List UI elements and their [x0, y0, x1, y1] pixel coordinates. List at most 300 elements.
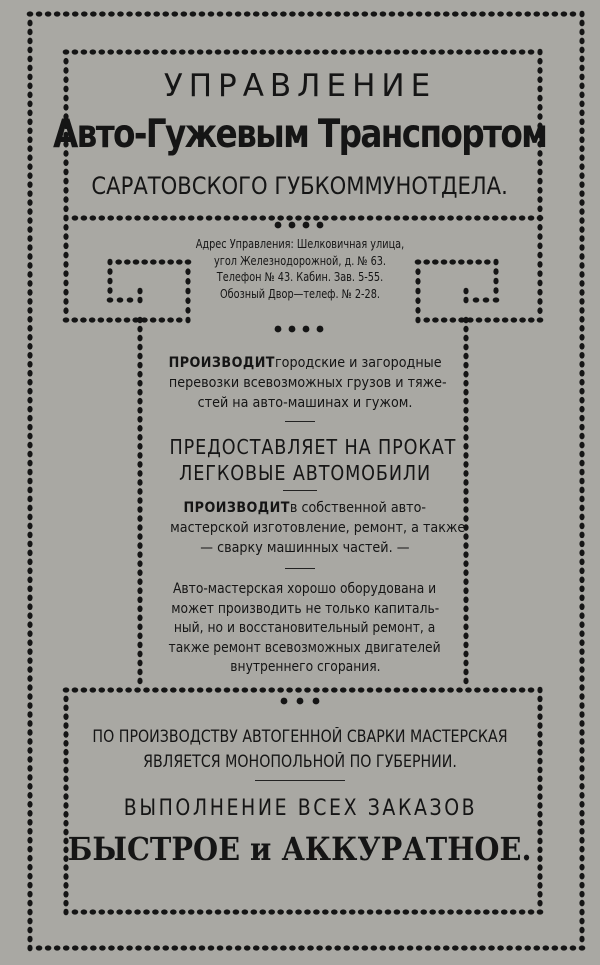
border-bead — [179, 909, 186, 914]
border-bead — [511, 317, 518, 322]
border-bead — [27, 900, 32, 907]
border-bead — [206, 215, 213, 220]
border-bead — [510, 215, 517, 220]
border-bead — [492, 909, 499, 914]
border-bead — [533, 945, 540, 950]
border-bead — [197, 687, 204, 692]
border-bead — [143, 909, 150, 914]
border-bead — [579, 532, 584, 539]
border-bead — [465, 687, 472, 692]
border-bead — [208, 11, 215, 16]
border-bead — [63, 776, 68, 783]
border-bead — [537, 882, 542, 889]
border-bead — [579, 163, 584, 170]
border-bead — [340, 687, 347, 692]
border-bead — [27, 442, 32, 449]
border-bead — [579, 415, 584, 422]
border-bead — [197, 215, 204, 220]
border-bead — [371, 11, 378, 16]
border-bead — [27, 11, 34, 16]
border-bead — [376, 909, 383, 914]
border-bead — [179, 215, 186, 220]
border-bead — [27, 406, 32, 413]
border-bead — [452, 945, 459, 950]
border-bead — [242, 215, 249, 220]
border-bead — [63, 882, 68, 889]
separator-line — [285, 568, 315, 569]
border-bead — [224, 687, 231, 692]
border-bead — [137, 624, 142, 631]
border-bead — [27, 47, 32, 54]
border-bead — [385, 909, 392, 914]
border-bead — [170, 909, 177, 914]
separator-dot — [303, 326, 310, 333]
border-bead — [81, 11, 88, 16]
border-bead — [89, 317, 96, 322]
border-bead — [27, 774, 32, 781]
border-bead — [416, 11, 423, 16]
border-bead — [63, 873, 68, 880]
border-bead — [474, 909, 481, 914]
border-bead — [340, 215, 347, 220]
border-bead — [579, 927, 584, 934]
border-bead — [108, 945, 115, 950]
border-bead — [27, 208, 32, 215]
border-bead — [63, 205, 68, 212]
border-bead — [349, 215, 356, 220]
border-bead — [63, 58, 68, 65]
border-bead — [463, 461, 468, 468]
text-line: ный, но и восстановительный ремонт, а — [174, 620, 436, 636]
border-bead — [81, 909, 88, 914]
border-bead — [188, 215, 195, 220]
border-bead — [434, 945, 441, 950]
border-bead — [125, 49, 132, 54]
border-bead — [215, 49, 222, 54]
border-bead — [90, 687, 97, 692]
border-bead — [463, 605, 468, 612]
border-bead — [143, 49, 150, 54]
border-bead — [277, 49, 284, 54]
border-bead — [463, 344, 468, 351]
border-bead — [307, 945, 314, 950]
border-bead — [27, 666, 32, 673]
border-bead — [161, 215, 168, 220]
border-bead — [322, 687, 329, 692]
border-bead — [463, 380, 468, 387]
border-bead — [403, 909, 410, 914]
border-bead — [579, 199, 584, 206]
border-bead — [190, 11, 197, 16]
border-bead — [27, 388, 32, 395]
border-bead — [497, 945, 504, 950]
border-bead — [476, 317, 483, 322]
border-bead — [90, 215, 97, 220]
border-bead — [304, 687, 311, 692]
border-bead — [463, 425, 468, 432]
border-bead — [179, 687, 186, 692]
border-bead — [206, 909, 213, 914]
border-bead — [543, 11, 550, 16]
border-bead — [371, 945, 378, 950]
text-line: внутреннего сгорания. — [229, 659, 381, 675]
border-bead — [137, 551, 142, 558]
border-bead — [107, 215, 114, 220]
text-line: может производить не только капиталь- — [171, 600, 439, 617]
border-bead — [137, 380, 142, 387]
service-paragraph-transport — [150, 353, 460, 413]
border-bead — [579, 478, 584, 485]
border-bead — [380, 945, 387, 950]
border-bead — [579, 433, 584, 440]
border-bead — [579, 936, 584, 943]
border-bead — [403, 215, 410, 220]
border-bead — [447, 909, 454, 914]
border-bead — [579, 873, 584, 880]
border-bead — [385, 49, 392, 54]
border-bead — [579, 541, 584, 548]
border-bead — [479, 11, 486, 16]
border-bead — [483, 49, 490, 54]
border-bead — [474, 215, 481, 220]
border-bead — [27, 56, 32, 63]
border-bead — [325, 11, 332, 16]
border-bead — [307, 11, 314, 16]
border-bead — [153, 11, 160, 16]
border-bead — [463, 651, 468, 658]
border-bead — [519, 317, 526, 322]
border-bead — [137, 344, 142, 351]
border-bead — [27, 612, 32, 619]
border-bead — [528, 909, 535, 914]
separator-line — [255, 780, 345, 781]
text-line: ПО ПРОИЗВОДСТВУ АВТОГЕННОЙ СВАРКИ МАСТЕРСКАЯ — [92, 727, 508, 746]
border-bead — [137, 542, 142, 549]
border-bead — [143, 215, 150, 220]
border-bead — [579, 882, 584, 889]
border-bead — [286, 215, 293, 220]
border-bead — [415, 307, 420, 314]
border-bead — [27, 460, 32, 467]
border-bead — [185, 317, 190, 324]
border-bead — [423, 317, 430, 322]
border-bead — [137, 326, 142, 333]
border-bead — [367, 215, 374, 220]
border-bead — [137, 452, 142, 459]
border-bead — [352, 11, 359, 16]
border-bead — [63, 159, 68, 166]
border-bead — [137, 389, 142, 396]
border-bead — [116, 49, 123, 54]
border-bead — [63, 900, 68, 907]
border-bead — [125, 215, 132, 220]
border-bead — [537, 704, 542, 711]
border-bead — [125, 909, 132, 914]
border-bead — [463, 434, 468, 441]
border-bead — [438, 687, 445, 692]
border-bead — [153, 945, 160, 950]
border-bead — [295, 687, 302, 692]
border-bead — [579, 666, 584, 673]
border-bead — [27, 343, 32, 350]
border-bead — [465, 909, 472, 914]
border-bead — [474, 49, 481, 54]
border-bead — [304, 909, 311, 914]
border-bead — [167, 317, 174, 322]
border-bead — [403, 49, 410, 54]
lead-word: ПРОИЗВОДИТ — [183, 500, 291, 516]
border-bead — [36, 945, 43, 950]
border-bead — [403, 687, 410, 692]
border-bead — [579, 711, 584, 718]
border-bead — [304, 215, 311, 220]
border-bead — [286, 49, 293, 54]
border-bead — [501, 215, 508, 220]
border-bead — [107, 687, 114, 692]
border-bead — [579, 918, 584, 925]
border-bead — [343, 945, 350, 950]
border-bead — [71, 317, 78, 322]
border-bead — [27, 909, 32, 916]
border-bead — [253, 11, 260, 16]
border-bead — [179, 49, 186, 54]
border-bead — [349, 49, 356, 54]
border-bead — [579, 657, 584, 664]
border-bead — [537, 104, 542, 111]
border-bead — [188, 909, 195, 914]
border-bead — [407, 945, 414, 950]
border-bead — [72, 49, 79, 54]
border-bead — [367, 909, 374, 914]
border-bead — [463, 596, 468, 603]
border-bead — [456, 909, 463, 914]
border-bead — [579, 29, 584, 36]
border-bead — [137, 596, 142, 603]
border-bead — [316, 11, 323, 16]
border-bead — [528, 49, 535, 54]
border-bead — [429, 909, 436, 914]
border-bead — [537, 776, 542, 783]
border-bead — [137, 317, 142, 324]
border-bead — [463, 488, 468, 495]
border-bead — [463, 470, 468, 477]
border-bead — [543, 945, 550, 950]
border-bead — [134, 49, 141, 54]
border-bead — [224, 49, 231, 54]
border-bead — [528, 687, 535, 692]
border-bead — [137, 335, 142, 342]
border-bead — [463, 416, 468, 423]
border-bead — [579, 514, 584, 521]
border-bead — [322, 909, 329, 914]
border-bead — [420, 687, 427, 692]
border-bead — [143, 687, 150, 692]
text-line: стей на авто-машинах и гужом. — [197, 395, 413, 411]
border-bead — [137, 515, 142, 522]
border-bead — [63, 11, 70, 16]
border-bead — [524, 11, 531, 16]
border-bead — [579, 621, 584, 628]
border-bead — [171, 11, 178, 16]
border-bead — [502, 317, 509, 322]
border-bead — [483, 909, 490, 914]
border-bead — [528, 317, 535, 322]
border-bead — [561, 11, 568, 16]
border-bead — [484, 317, 491, 322]
border-bead — [579, 675, 584, 682]
border-bead — [579, 783, 584, 790]
border-bead — [463, 326, 468, 333]
border-bead — [579, 612, 584, 619]
border-bead — [199, 945, 206, 950]
border-bead — [134, 215, 141, 220]
border-bead — [135, 11, 142, 16]
border-bead — [325, 945, 332, 950]
border-bead — [251, 687, 258, 692]
border-bead — [98, 49, 105, 54]
border-bead — [126, 945, 133, 950]
border-bead — [579, 496, 584, 503]
border-bead — [137, 443, 142, 450]
border-bead — [579, 226, 584, 233]
border-bead — [420, 49, 427, 54]
border-bead — [27, 684, 32, 691]
border-bead — [501, 687, 508, 692]
border-bead — [579, 56, 584, 63]
border-bead — [579, 424, 584, 431]
border-bead — [579, 568, 584, 575]
border-bead — [137, 479, 142, 486]
border-bead — [27, 217, 32, 224]
border-bead — [463, 497, 468, 504]
border-bead — [407, 11, 414, 16]
border-bead — [463, 551, 468, 558]
border-bead — [161, 687, 168, 692]
orders-statement-line2: БЫСТРОЕ и АККУРАТНОЕ. — [68, 830, 532, 868]
border-bead — [188, 687, 195, 692]
border-bead — [244, 11, 251, 16]
border-bead — [27, 523, 32, 530]
border-bead — [137, 569, 142, 576]
border-bead — [447, 687, 454, 692]
border-bead — [519, 215, 526, 220]
border-bead — [579, 523, 584, 530]
border-bead — [510, 49, 517, 54]
border-bead — [72, 909, 79, 914]
border-bead — [492, 49, 499, 54]
border-bead — [116, 909, 123, 914]
border-bead — [116, 215, 123, 220]
border-bead — [27, 325, 32, 332]
text-fragment: городские и загородные — [274, 355, 442, 371]
border-bead — [27, 693, 32, 700]
border-bead — [27, 20, 32, 27]
border-bead — [463, 443, 468, 450]
separator-dot — [297, 698, 304, 705]
border-bead — [579, 11, 584, 18]
border-bead — [137, 633, 142, 640]
border-bead — [90, 909, 97, 914]
border-bead — [579, 594, 584, 601]
border-bead — [170, 215, 177, 220]
border-bead — [313, 49, 320, 54]
border-bead — [72, 687, 79, 692]
border-bead — [63, 215, 68, 222]
border-bead — [217, 11, 224, 16]
border-bead — [579, 208, 584, 215]
border-bead — [579, 316, 584, 323]
border-bead — [81, 687, 88, 692]
border-bead — [463, 669, 468, 676]
border-bead — [277, 909, 284, 914]
border-bead — [447, 49, 454, 54]
border-bead — [27, 559, 32, 566]
border-bead — [463, 569, 468, 576]
border-bead — [579, 550, 584, 557]
border-bead — [483, 215, 490, 220]
address-line: угол Железнодорожной, д. № 63. — [213, 253, 387, 268]
border-bead — [45, 945, 52, 950]
separator-dot — [317, 222, 324, 229]
border-bead — [251, 909, 258, 914]
text-line: — сварку машинных частей. — — [200, 540, 410, 556]
border-bead — [27, 514, 32, 521]
border-bead — [233, 49, 240, 54]
border-bead — [358, 687, 365, 692]
border-bead — [295, 49, 302, 54]
border-bead — [450, 317, 457, 322]
border-bead — [343, 11, 350, 16]
border-bead — [447, 215, 454, 220]
border-bead — [340, 49, 347, 54]
border-bead — [81, 49, 88, 54]
border-bead — [259, 687, 266, 692]
border-bead — [488, 11, 495, 16]
border-bead — [380, 11, 387, 16]
border-bead — [63, 704, 68, 711]
border-bead — [524, 945, 531, 950]
border-bead — [152, 49, 159, 54]
border-bead — [376, 687, 383, 692]
border-bead — [224, 215, 231, 220]
border-bead — [579, 639, 584, 646]
text-line: ПРЕДОСТАВЛЯЕТ НА ПРОКАТ — [169, 435, 457, 459]
border-bead — [286, 909, 293, 914]
separator-dot — [275, 326, 282, 333]
border-bead — [152, 687, 159, 692]
border-bead — [519, 49, 526, 54]
border-bead — [463, 452, 468, 459]
border-bead — [27, 469, 32, 476]
border-bead — [152, 909, 159, 914]
border-bead — [362, 11, 369, 16]
border-bead — [181, 11, 188, 16]
border-bead — [579, 361, 584, 368]
border-bead — [137, 425, 142, 432]
text-line: перевозки всевозможных грузов и тяже- — [168, 375, 447, 391]
border-bead — [137, 398, 142, 405]
border-bead — [144, 11, 151, 16]
border-bead — [162, 945, 169, 950]
border-bead — [271, 945, 278, 950]
text-line: мастерской изготовление, ремонт, а также — [170, 520, 466, 536]
border-bead — [579, 460, 584, 467]
border-bead — [63, 104, 68, 111]
border-bead — [208, 945, 215, 950]
border-bead — [579, 505, 584, 512]
border-bead — [537, 224, 542, 231]
border-bead — [438, 909, 445, 914]
